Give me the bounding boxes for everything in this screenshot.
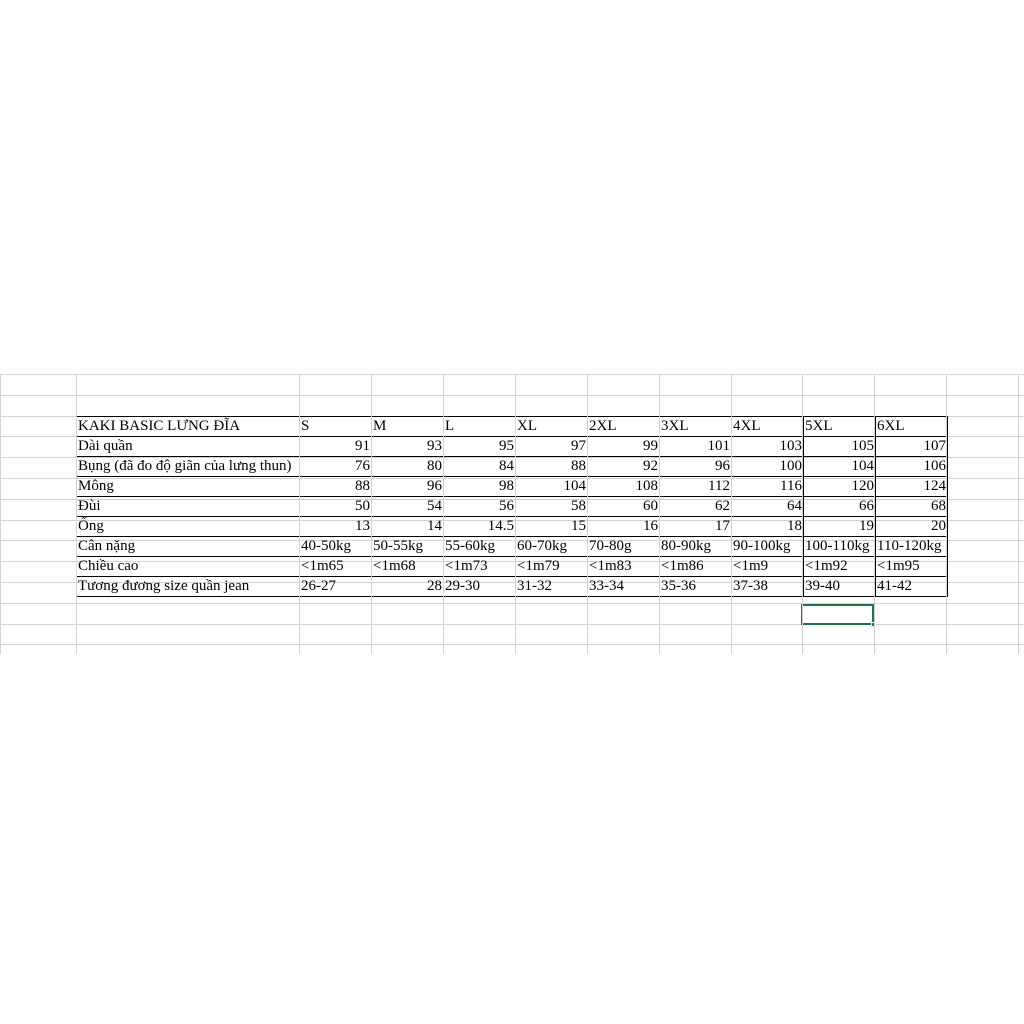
value-cell[interactable]: 37-38: [732, 577, 804, 597]
value-cell[interactable]: 95: [444, 437, 516, 457]
size-header-cell[interactable]: 6XL: [876, 417, 948, 437]
gridline-vertical: [874, 374, 875, 654]
value-cell[interactable]: 88: [300, 477, 372, 497]
value-cell[interactable]: 103: [732, 437, 804, 457]
size-header-cell[interactable]: 4XL: [732, 417, 804, 437]
size-header-cell[interactable]: L: [444, 417, 516, 437]
gridline-horizontal: [0, 395, 1024, 396]
value-cell[interactable]: 39-40: [804, 577, 876, 597]
gridline-vertical: [0, 374, 1, 654]
size-header-cell[interactable]: 3XL: [660, 417, 732, 437]
size-header-cell[interactable]: M: [372, 417, 444, 437]
value-cell[interactable]: <1m68: [372, 557, 444, 577]
value-cell[interactable]: 108: [588, 477, 660, 497]
value-cell[interactable]: 40-50kg: [300, 537, 372, 557]
value-cell[interactable]: <1m65: [300, 557, 372, 577]
value-cell[interactable]: 31-32: [516, 577, 588, 597]
value-cell[interactable]: 64: [732, 497, 804, 517]
value-cell[interactable]: <1m92: [804, 557, 876, 577]
value-cell[interactable]: 68: [876, 497, 948, 517]
value-cell[interactable]: 18: [732, 517, 804, 537]
value-cell[interactable]: 50-55kg: [372, 537, 444, 557]
value-cell[interactable]: 105: [804, 437, 876, 457]
value-cell[interactable]: <1m79: [516, 557, 588, 577]
value-cell[interactable]: 28: [372, 577, 444, 597]
header-row: [77, 417, 948, 437]
value-cell[interactable]: 50: [300, 497, 372, 517]
gridline-vertical: [587, 374, 588, 654]
value-cell[interactable]: 58: [516, 497, 588, 517]
value-cell[interactable]: 116: [732, 477, 804, 497]
gridline-vertical: [1018, 374, 1019, 654]
table-row: [77, 497, 948, 517]
value-cell[interactable]: 29-30: [444, 577, 516, 597]
gridline-vertical: [731, 374, 732, 654]
value-cell[interactable]: <1m73: [444, 557, 516, 577]
value-cell[interactable]: 106: [876, 457, 948, 477]
value-cell[interactable]: 107: [876, 437, 948, 457]
value-cell[interactable]: 80-90kg: [660, 537, 732, 557]
value-cell[interactable]: 66: [804, 497, 876, 517]
gridline-vertical: [946, 374, 947, 654]
size-header-cell[interactable]: S: [300, 417, 372, 437]
value-cell[interactable]: <1m9: [732, 557, 804, 577]
value-cell[interactable]: 55-60kg: [444, 537, 516, 557]
row-label-cell[interactable]: Bụng (đã đo độ giãn của lưng thun): [77, 457, 300, 477]
gridline-vertical: [299, 374, 300, 654]
active-cell-selection[interactable]: [801, 604, 874, 625]
value-cell[interactable]: 101: [660, 437, 732, 457]
value-cell[interactable]: 20: [876, 517, 948, 537]
spreadsheet-grid[interactable]: [0, 374, 1024, 654]
value-cell[interactable]: 17: [660, 517, 732, 537]
gridline-horizontal: [0, 644, 1024, 645]
gridline-vertical: [515, 374, 516, 654]
value-cell[interactable]: <1m83: [588, 557, 660, 577]
gridline-vertical: [76, 374, 77, 654]
value-cell[interactable]: 80: [372, 457, 444, 477]
value-cell[interactable]: <1m95: [876, 557, 948, 577]
value-cell[interactable]: 91: [300, 437, 372, 457]
row-label-cell[interactable]: Tương đương size quần jean: [77, 577, 300, 597]
value-cell[interactable]: 110-120kg: [876, 537, 948, 557]
value-cell[interactable]: 120: [804, 477, 876, 497]
value-cell[interactable]: 62: [660, 497, 732, 517]
value-cell[interactable]: 124: [876, 477, 948, 497]
value-cell[interactable]: 54: [372, 497, 444, 517]
table-row: [77, 517, 948, 537]
value-cell[interactable]: 98: [444, 477, 516, 497]
value-cell[interactable]: 99: [588, 437, 660, 457]
row-label-cell[interactable]: Đùi: [77, 497, 300, 517]
table-row: [77, 477, 948, 497]
table-row: [77, 457, 948, 477]
value-cell[interactable]: 16: [588, 517, 660, 537]
gridline-vertical: [443, 374, 444, 654]
value-cell[interactable]: 97: [516, 437, 588, 457]
value-cell[interactable]: 93: [372, 437, 444, 457]
value-cell[interactable]: 13: [300, 517, 372, 537]
size-chart-table: [76, 416, 948, 597]
size-header-cell[interactable]: 5XL: [804, 417, 876, 437]
value-cell[interactable]: 35-36: [660, 577, 732, 597]
value-cell[interactable]: 60-70kg: [516, 537, 588, 557]
value-cell[interactable]: 84: [444, 457, 516, 477]
value-cell[interactable]: 96: [660, 457, 732, 477]
value-cell[interactable]: 100-110kg: [804, 537, 876, 557]
value-cell[interactable]: 60: [588, 497, 660, 517]
value-cell[interactable]: 76: [300, 457, 372, 477]
value-cell[interactable]: 104: [804, 457, 876, 477]
value-cell[interactable]: 88: [516, 457, 588, 477]
table-row: [77, 437, 948, 457]
row-label-cell[interactable]: Cân nặng: [77, 537, 300, 557]
table-row: [77, 537, 948, 557]
row-label-cell[interactable]: Chiều cao: [77, 557, 300, 577]
value-cell[interactable]: 96: [372, 477, 444, 497]
size-header-cell[interactable]: 2XL: [588, 417, 660, 437]
gridline-vertical: [659, 374, 660, 654]
table-row: [77, 577, 948, 597]
gridline-horizontal: [0, 374, 1024, 375]
value-cell[interactable]: 100: [732, 457, 804, 477]
value-cell[interactable]: 90-100kg: [732, 537, 804, 557]
value-cell[interactable]: <1m86: [660, 557, 732, 577]
value-cell[interactable]: 15: [516, 517, 588, 537]
size-header-cell[interactable]: XL: [516, 417, 588, 437]
value-cell[interactable]: 19: [804, 517, 876, 537]
value-cell[interactable]: 14: [372, 517, 444, 537]
value-cell[interactable]: 112: [660, 477, 732, 497]
value-cell[interactable]: 70-80g: [588, 537, 660, 557]
gridline-vertical: [371, 374, 372, 654]
row-label-cell[interactable]: Mông: [77, 477, 300, 497]
table-row: [77, 557, 948, 577]
value-cell[interactable]: 14.5: [444, 517, 516, 537]
value-cell[interactable]: 104: [516, 477, 588, 497]
gridline-vertical: [802, 374, 803, 654]
value-cell[interactable]: 56: [444, 497, 516, 517]
value-cell[interactable]: 41-42: [876, 577, 948, 597]
value-cell[interactable]: 26-27: [300, 577, 372, 597]
row-label-cell[interactable]: Ống: [77, 517, 300, 537]
row-label-cell[interactable]: Dài quần: [77, 437, 300, 457]
value-cell[interactable]: 33-34: [588, 577, 660, 597]
product-title-cell[interactable]: KAKI BASIC LƯNG ĐĨA: [77, 417, 300, 437]
value-cell[interactable]: 92: [588, 457, 660, 477]
